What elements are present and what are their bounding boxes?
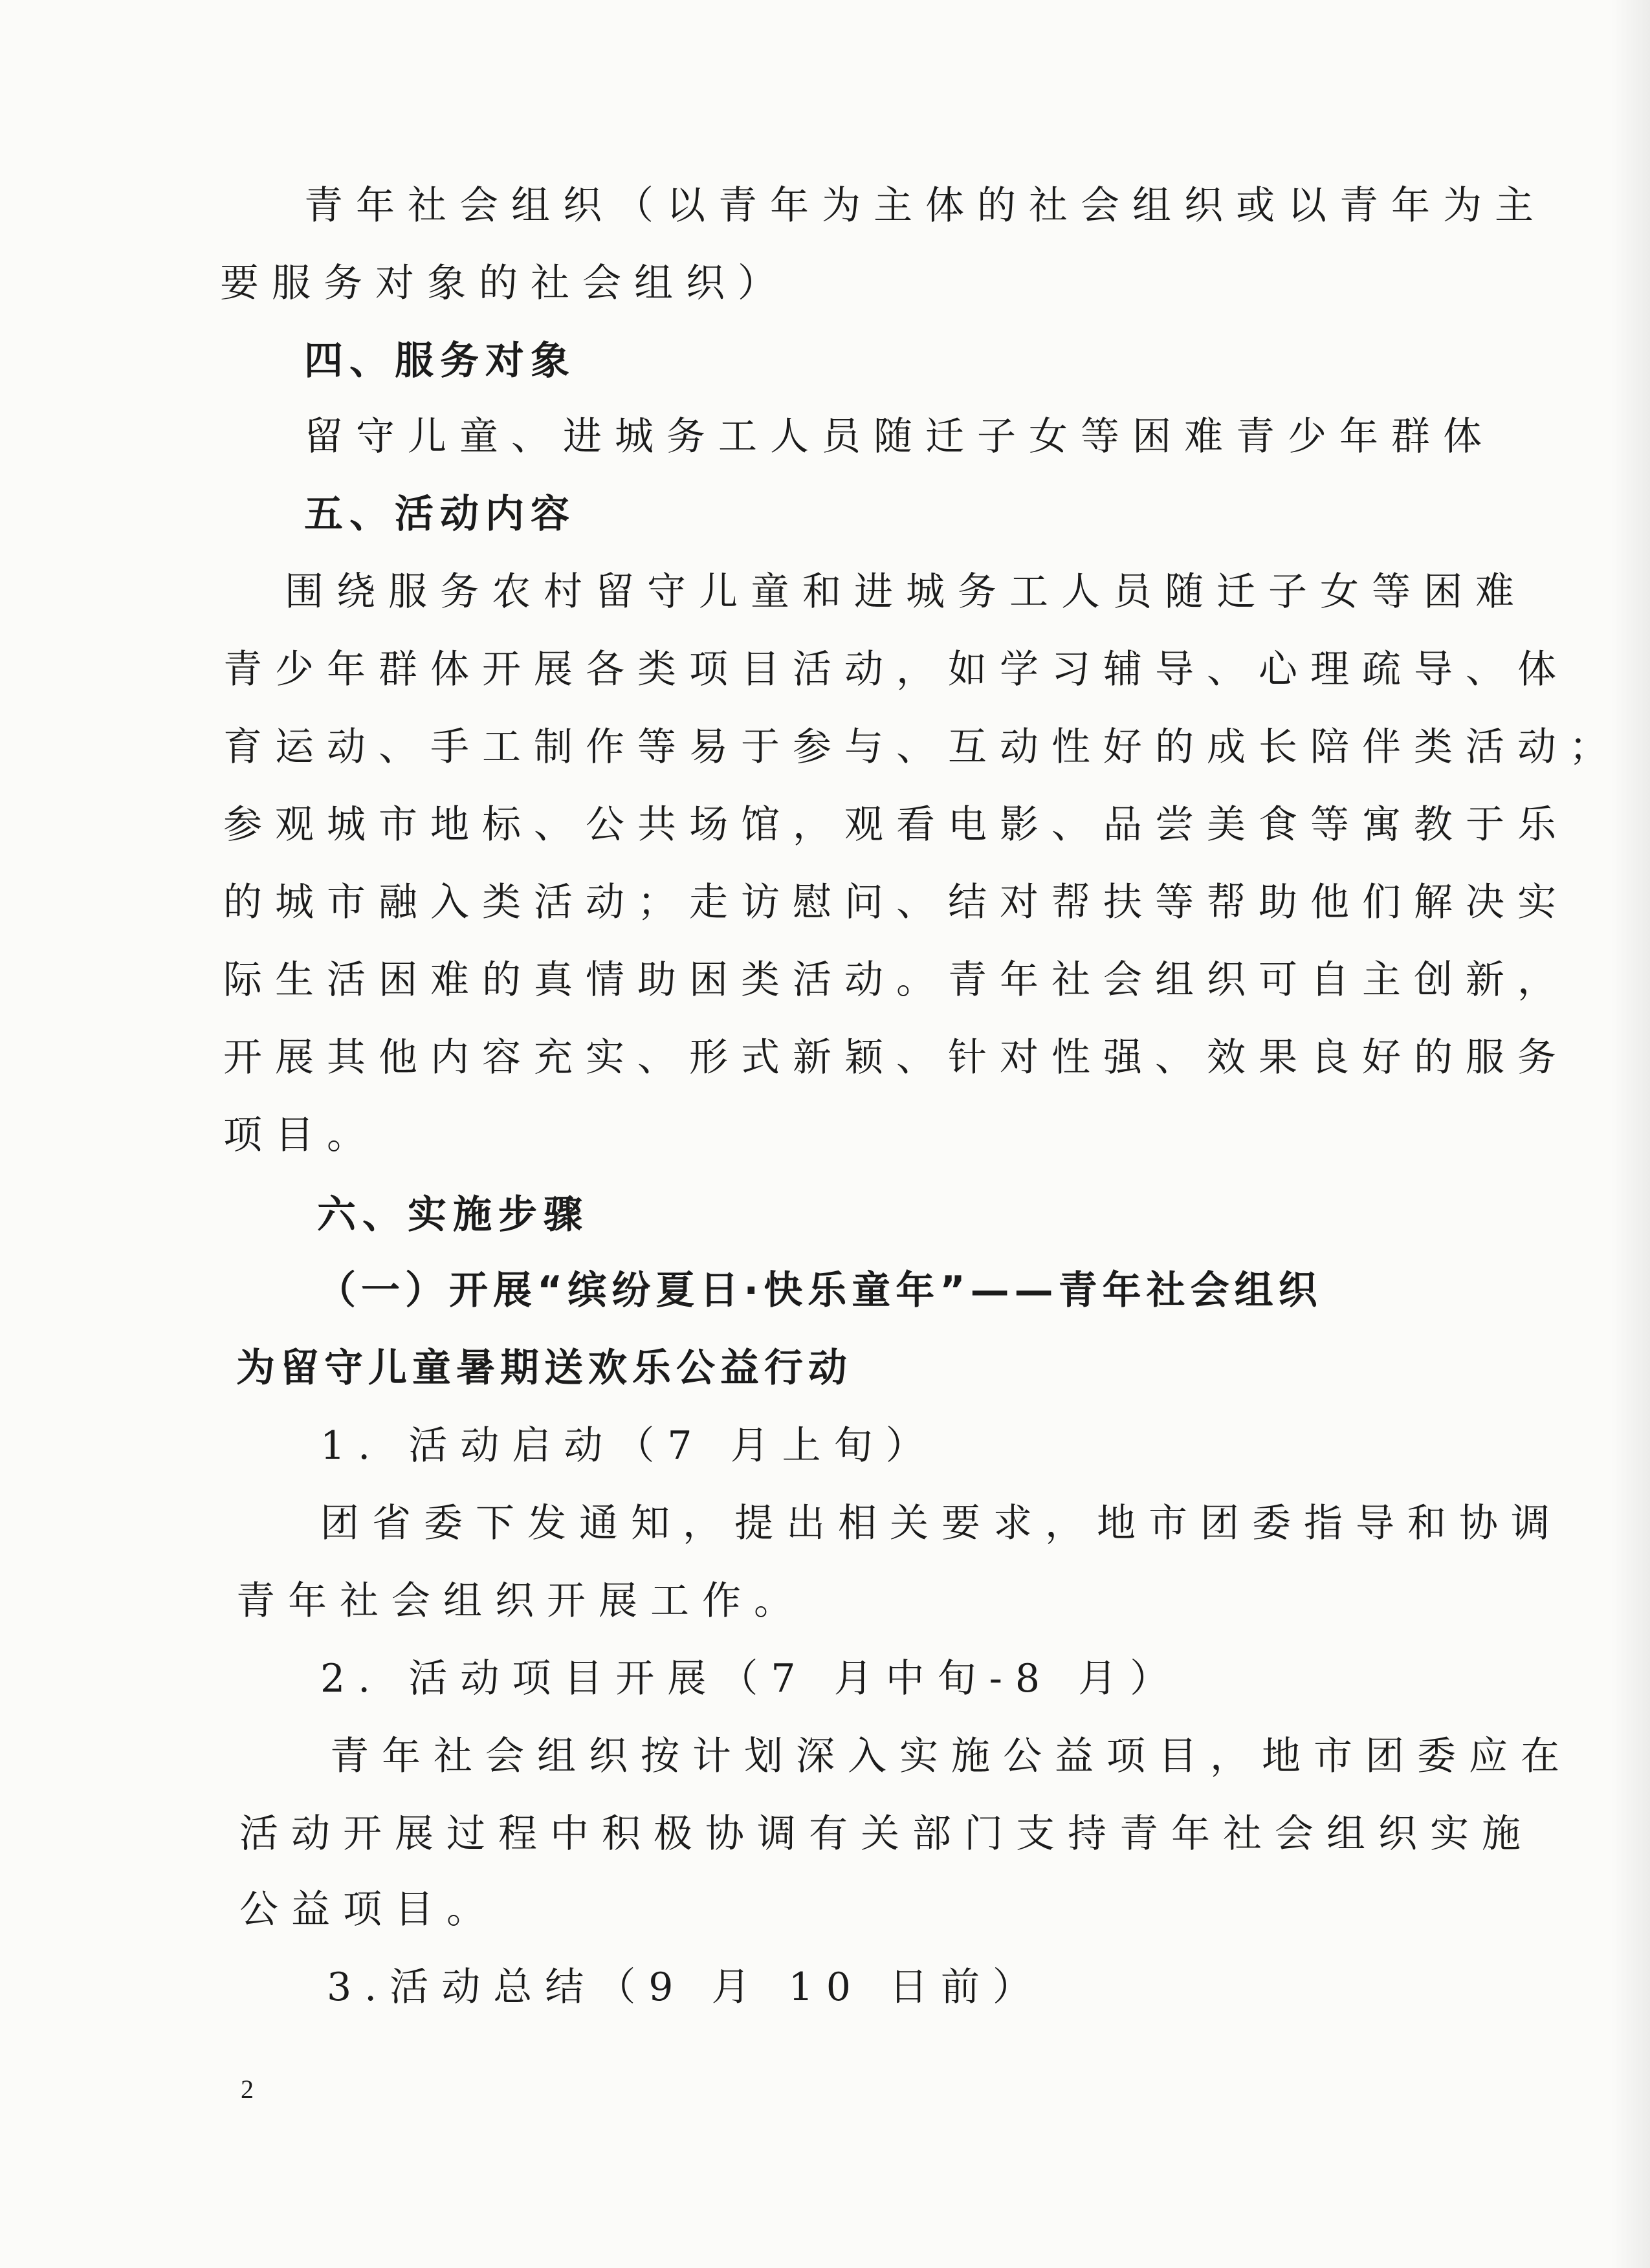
body-line: 开展其他内容充实、形式新颖、针对性强、效果良好的服务 xyxy=(223,1035,1569,1080)
body-line: 际生活困难的真情助困类活动。青年社会组织可自主创新， xyxy=(223,957,1569,1003)
body-line: 要服务对象的社会组织） xyxy=(220,261,789,306)
step-title: 2. 活动项目开展（7 月中旬-8 月） xyxy=(320,1656,1182,1701)
subsection-heading: 为留守儿童暑期送欢乐公益行动 xyxy=(236,1346,852,1391)
body-line: 青少年群体开展各类项目活动，如学习辅导、心理疏导、体 xyxy=(223,647,1569,692)
body-line: 项目。 xyxy=(223,1113,379,1158)
step-title: 3.活动总结（9 月 10 日前） xyxy=(327,1965,1044,2010)
body-line: 留守儿童、进城务工人员随迁子女等困难青少年群体 xyxy=(304,414,1495,459)
body-line: 青年社会组织开展工作。 xyxy=(236,1578,806,1624)
scan-edge xyxy=(1611,0,1650,2268)
section-heading: 六、实施步骤 xyxy=(317,1192,589,1238)
body-line: 的城市融入类活动；走访慰问、结对帮扶等帮助他们解决实 xyxy=(223,880,1569,925)
body-line: 团省委下发通知，提出相关要求，地市团委指导和协调 xyxy=(320,1501,1563,1546)
subsection-heading: （一）开展“缤纷夏日·快乐童年”——青年社会组织 xyxy=(317,1268,1323,1313)
body-line: 青年社会组织（以青年为主体的社会组织或以青年为主 xyxy=(304,183,1546,228)
body-line: 活动开展过程中积极协调有关部门支持青年社会组织实施 xyxy=(239,1811,1534,1857)
body-line: 青年社会组织按计划深入实施公益项目，地市团委应在 xyxy=(330,1734,1572,1779)
section-heading: 四、服务对象 xyxy=(304,338,576,384)
body-line: 围绕服务农村留守儿童和进城务工人员随迁子女等困难 xyxy=(285,569,1527,615)
step-title: 1. 活动启动（7 月上旬） xyxy=(320,1423,938,1468)
page-number: 2 xyxy=(241,2075,254,2104)
body-line: 公益项目。 xyxy=(239,1887,498,1932)
section-heading: 五、活动内容 xyxy=(304,492,576,537)
body-line: 参观城市地标、公共场馆，观看电影、品尝美食等寓教于乐 xyxy=(223,802,1569,847)
body-line: 育运动、手工制作等易于参与、互动性好的成长陪伴类活动； xyxy=(223,725,1621,770)
